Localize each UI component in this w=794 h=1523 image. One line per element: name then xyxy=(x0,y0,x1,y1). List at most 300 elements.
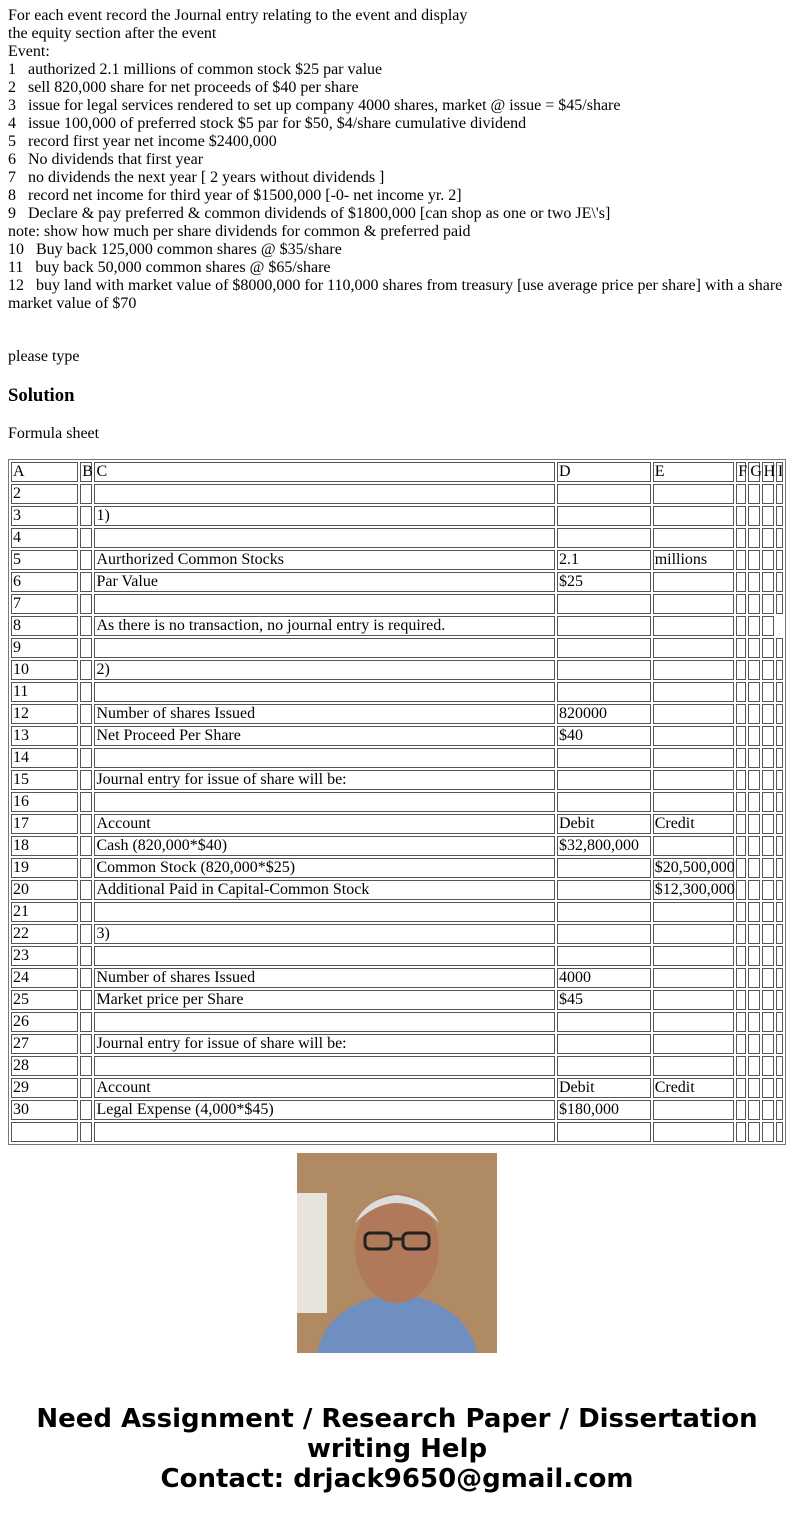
table-cell xyxy=(653,748,735,768)
table-cell xyxy=(762,814,774,834)
table-cell: $180,000 xyxy=(557,1100,651,1120)
table-cell: F xyxy=(738,463,748,480)
table-cell xyxy=(776,748,783,768)
table-row xyxy=(11,770,783,790)
table-cell xyxy=(776,946,783,966)
table-row xyxy=(11,1034,783,1054)
table-row xyxy=(11,1012,783,1032)
table-cell xyxy=(80,990,92,1010)
table-cell xyxy=(80,946,92,966)
table-row xyxy=(11,1078,783,1098)
footer-banner xyxy=(0,1404,794,1494)
table-cell xyxy=(557,902,651,922)
table-cell: Debit xyxy=(557,814,651,834)
table-cell xyxy=(653,1056,735,1076)
table-row xyxy=(11,462,783,482)
table-cell xyxy=(557,682,651,702)
table-cell xyxy=(748,550,759,570)
table-cell xyxy=(762,704,774,724)
table-cell xyxy=(736,1056,746,1076)
table-cell xyxy=(762,1034,774,1054)
table-cell: 23 xyxy=(11,946,78,966)
table-cell xyxy=(80,880,92,900)
table-cell xyxy=(736,506,746,526)
table-cell xyxy=(736,550,746,570)
table-row xyxy=(11,968,783,988)
table-cell xyxy=(80,484,92,504)
table-cell xyxy=(748,968,759,988)
table-cell xyxy=(736,902,746,922)
table-cell: 12 xyxy=(11,704,78,724)
spreadsheet-table xyxy=(8,459,786,1145)
table-cell: Aurthorized Common Stocks xyxy=(94,550,555,570)
table-cell xyxy=(653,528,735,548)
table-cell xyxy=(80,814,92,834)
table-cell xyxy=(776,990,783,1010)
table-cell xyxy=(80,1122,92,1142)
table-cell xyxy=(776,1012,783,1032)
table-cell xyxy=(80,528,92,548)
table-row xyxy=(11,990,783,1010)
table-cell: B xyxy=(82,463,93,480)
question-line: 5 record first year net income $2400,000 xyxy=(8,133,277,150)
question-line: 12 buy land with market value of $8000,000 for 110,000 shares from treasury [use average price per share] with a share market value of $70 xyxy=(8,277,787,312)
table-cell xyxy=(11,1122,78,1142)
table-row xyxy=(11,506,783,526)
table-cell xyxy=(736,660,746,680)
table-cell xyxy=(94,484,555,504)
table-cell: G xyxy=(750,463,762,480)
table-cell xyxy=(776,836,783,856)
question-line: 3 issue for legal services rendered to set up company 4000 shares, market @ issue = $45/share xyxy=(8,97,621,114)
table-row xyxy=(11,616,783,636)
table-cell xyxy=(762,880,774,900)
table-cell xyxy=(748,946,759,966)
table-cell xyxy=(762,1122,774,1142)
table-cell xyxy=(80,682,92,702)
table-cell xyxy=(748,792,759,812)
table-cell xyxy=(94,1056,555,1076)
table-cell: 17 xyxy=(11,814,78,834)
solution-heading: Solution xyxy=(8,385,75,406)
table-cell xyxy=(653,902,735,922)
table-cell xyxy=(776,660,783,680)
table-cell xyxy=(94,528,555,548)
table-row xyxy=(11,924,783,944)
table-cell xyxy=(557,594,651,614)
table-cell xyxy=(748,704,759,724)
table-cell xyxy=(748,858,759,878)
table-cell xyxy=(748,836,759,856)
table-cell xyxy=(653,924,735,944)
table-cell: A xyxy=(11,462,78,482)
table-cell: 21 xyxy=(11,902,78,922)
table-cell xyxy=(80,902,92,922)
table-cell xyxy=(736,682,746,702)
table-cell xyxy=(94,946,555,966)
table-cell: Debit xyxy=(557,1078,651,1098)
table-cell: 30 xyxy=(11,1100,78,1120)
table-cell: Additional Paid in Capital-Common Stock xyxy=(94,880,555,900)
table-row xyxy=(11,638,783,658)
table-cell xyxy=(762,792,774,812)
table-cell xyxy=(80,726,92,746)
table-cell xyxy=(80,1078,92,1098)
spreadsheet-table-container xyxy=(8,459,788,1122)
table-cell xyxy=(748,726,759,746)
table-cell xyxy=(776,594,783,614)
table-cell xyxy=(776,1122,783,1142)
table-cell: 25 xyxy=(11,990,78,1010)
table-cell xyxy=(80,704,92,724)
table-cell xyxy=(762,484,774,504)
table-cell xyxy=(94,1012,555,1032)
table-cell xyxy=(557,528,651,548)
table-cell xyxy=(776,638,783,658)
table-cell: Legal Expense (4,000*$45) xyxy=(94,1100,555,1120)
table-cell xyxy=(557,858,651,878)
table-cell xyxy=(776,880,783,900)
table-cell xyxy=(748,660,759,680)
table-cell xyxy=(736,880,746,900)
table-row xyxy=(11,660,783,680)
table-cell xyxy=(736,616,746,636)
table-cell: $25 xyxy=(557,572,651,592)
table-cell xyxy=(653,506,735,526)
table-cell xyxy=(776,528,783,548)
question-line: the equity section after the event xyxy=(8,25,217,42)
table-cell xyxy=(557,1122,651,1142)
table-cell xyxy=(736,704,746,724)
footer-line-2: writing Help xyxy=(306,1434,488,1464)
table-cell xyxy=(653,770,735,790)
question-line: Event: xyxy=(8,43,50,60)
table-cell xyxy=(94,748,555,768)
table-cell: Account xyxy=(94,814,555,834)
table-cell xyxy=(80,1012,92,1032)
table-row xyxy=(11,594,783,614)
table-cell xyxy=(653,704,735,724)
table-cell xyxy=(557,770,651,790)
table-cell xyxy=(736,484,746,504)
table-cell: 2) xyxy=(94,660,555,680)
table-cell: 4000 xyxy=(557,968,651,988)
table-cell: 18 xyxy=(11,836,78,856)
table-cell: $32,800,000 xyxy=(557,836,651,856)
author-photo xyxy=(297,1153,497,1353)
question-line: 6 No dividends that first year xyxy=(8,151,204,168)
table-cell: Net Proceed Per Share xyxy=(94,726,555,746)
table-cell xyxy=(557,1056,651,1076)
table-cell: Par Value xyxy=(94,572,555,592)
table-cell xyxy=(736,836,746,856)
table-cell xyxy=(776,704,783,724)
table-cell xyxy=(762,836,774,856)
table-cell xyxy=(736,1078,746,1098)
table-cell xyxy=(762,990,774,1010)
table-cell xyxy=(748,594,759,614)
table-cell xyxy=(748,1012,759,1032)
table-row xyxy=(11,682,783,702)
table-cell xyxy=(653,572,735,592)
question-line: 1 authorized 2.1 millions of common stock $25 par value xyxy=(8,61,383,78)
table-cell xyxy=(748,638,759,658)
table-row xyxy=(11,1100,783,1120)
formula-sheet-label: Formula sheet xyxy=(8,425,100,442)
table-cell xyxy=(748,770,759,790)
table-cell xyxy=(653,1012,735,1032)
table-cell xyxy=(653,1122,735,1142)
table-row xyxy=(11,704,783,724)
table-cell xyxy=(762,682,774,702)
table-cell: Market price per Share xyxy=(94,990,555,1010)
table-cell: $20,500,000 xyxy=(654,859,735,876)
table-cell xyxy=(748,880,759,900)
question-line: 9 Declare & pay preferred & common dividends of $1800,000 [can shop as one or two JE\'s] xyxy=(8,205,611,222)
question-line: 2 sell 820,000 share for net proceeds of $40 per share xyxy=(8,79,359,96)
table-cell xyxy=(653,484,735,504)
table-cell xyxy=(653,726,735,746)
table-cell: 20 xyxy=(11,880,78,900)
table-cell: 16 xyxy=(11,792,78,812)
table-row xyxy=(11,572,783,592)
table-cell xyxy=(557,1012,651,1032)
table-cell xyxy=(557,660,651,680)
table-cell xyxy=(762,946,774,966)
table-cell: 15 xyxy=(11,770,78,790)
table-cell: 8 xyxy=(11,616,78,636)
table-cell xyxy=(748,572,759,592)
table-cell: Number of shares Issued xyxy=(94,704,555,724)
table-cell xyxy=(748,902,759,922)
table-cell xyxy=(748,1034,759,1054)
table-cell xyxy=(736,858,746,878)
table-cell xyxy=(80,770,92,790)
table-cell xyxy=(736,1100,746,1120)
table-cell: 22 xyxy=(11,924,78,944)
table-cell xyxy=(80,836,92,856)
table-cell xyxy=(762,572,774,592)
table-cell: D xyxy=(557,462,651,482)
table-row xyxy=(11,1122,783,1142)
table-cell xyxy=(736,924,746,944)
table-cell xyxy=(736,990,746,1010)
table-cell: Account xyxy=(94,1078,555,1098)
empty-space xyxy=(776,616,783,636)
table-cell xyxy=(736,638,746,658)
table-cell xyxy=(653,616,735,636)
footer-contact: Contact: drjack9650@gmail.com xyxy=(160,1464,634,1494)
table-cell xyxy=(748,1122,759,1142)
table-cell xyxy=(762,1056,774,1076)
table-cell xyxy=(736,594,746,614)
table-row xyxy=(11,880,783,900)
table-cell: 3) xyxy=(94,924,555,944)
table-cell: Journal entry for issue of share will be: xyxy=(94,770,555,790)
table-cell xyxy=(557,616,651,636)
table-cell xyxy=(748,990,759,1010)
table-cell xyxy=(762,748,774,768)
table-cell xyxy=(776,924,783,944)
footer-line-1: Need Assignment / Research Paper / Dissertation xyxy=(36,1404,758,1434)
table-cell: Common Stock (820,000*$25) xyxy=(94,858,555,878)
table-cell xyxy=(736,946,746,966)
table-cell xyxy=(653,792,735,812)
table-cell xyxy=(776,792,783,812)
table-cell: 6 xyxy=(11,572,78,592)
table-cell xyxy=(776,1100,783,1120)
table-cell: H xyxy=(763,463,776,480)
table-cell xyxy=(736,1012,746,1032)
question-line: 4 issue 100,000 of preferred stock $5 par for $50, $4/share cumulative dividend xyxy=(8,115,527,132)
table-cell xyxy=(776,968,783,988)
table-cell xyxy=(94,682,555,702)
table-cell xyxy=(762,770,774,790)
table-row xyxy=(11,792,783,812)
table-cell xyxy=(748,924,759,944)
table-cell xyxy=(80,968,92,988)
table-cell: $45 xyxy=(557,990,651,1010)
table-cell xyxy=(762,1012,774,1032)
table-cell: 5 xyxy=(11,550,78,570)
table-cell xyxy=(557,484,651,504)
table-cell: 29 xyxy=(11,1078,78,1098)
table-cell: 27 xyxy=(11,1034,78,1054)
table-cell xyxy=(736,792,746,812)
table-cell: 24 xyxy=(11,968,78,988)
table-cell: I xyxy=(777,463,784,480)
question-line: 10 Buy back 125,000 common shares @ $35/share xyxy=(8,241,342,258)
table-row xyxy=(11,836,783,856)
table-cell xyxy=(748,814,759,834)
table-cell xyxy=(762,902,774,922)
table-cell: 11 xyxy=(11,682,78,702)
table-row xyxy=(11,902,783,922)
table-cell: 2.1 xyxy=(557,550,651,570)
table-cell: Journal entry for issue of share will be: xyxy=(94,1034,555,1054)
table-cell xyxy=(653,836,735,856)
table-cell xyxy=(776,1034,783,1054)
table-cell xyxy=(762,1100,774,1120)
table-row xyxy=(11,484,783,504)
table-cell: $40 xyxy=(557,726,651,746)
table-cell xyxy=(776,550,783,570)
table-cell xyxy=(94,792,555,812)
table-row xyxy=(11,814,783,834)
table-cell: Number of shares Issued xyxy=(94,968,555,988)
table-cell: 2 xyxy=(11,484,78,504)
table-cell xyxy=(762,506,774,526)
table-cell: 7 xyxy=(11,594,78,614)
question-line: note: show how much per share dividends for common & preferred paid xyxy=(8,223,471,240)
table-cell xyxy=(762,616,774,636)
table-cell: millions xyxy=(653,550,735,570)
table-cell: 19 xyxy=(11,858,78,878)
table-cell xyxy=(653,1100,735,1120)
table-cell xyxy=(748,1100,759,1120)
table-cell xyxy=(748,528,759,548)
table-cell xyxy=(94,594,555,614)
table-cell xyxy=(776,484,783,504)
table-cell xyxy=(653,968,735,988)
table-cell: 9 xyxy=(11,638,78,658)
table-cell: 4 xyxy=(11,528,78,548)
table-row xyxy=(11,1056,783,1076)
table-row xyxy=(11,748,783,768)
table-cell xyxy=(736,748,746,768)
table-cell xyxy=(748,682,759,702)
table-cell xyxy=(762,638,774,658)
table-cell xyxy=(557,748,651,768)
table-cell xyxy=(748,1078,759,1098)
table-cell xyxy=(762,726,774,746)
question-line: 8 record net income for third year of $1500,000 [-0- net income yr. 2] xyxy=(8,187,462,204)
table-cell: 14 xyxy=(11,748,78,768)
table-cell xyxy=(80,792,92,812)
table-cell xyxy=(80,550,92,570)
table-cell: 13 xyxy=(11,726,78,746)
table-cell xyxy=(557,880,651,900)
table-cell: Credit xyxy=(653,814,735,834)
table-cell xyxy=(762,528,774,548)
table-cell xyxy=(736,572,746,592)
table-cell xyxy=(776,682,783,702)
table-cell xyxy=(776,572,783,592)
table-cell xyxy=(80,748,92,768)
table-cell: C xyxy=(94,462,555,482)
table-cell xyxy=(776,506,783,526)
table-cell: $12,300,000 xyxy=(654,881,735,898)
table-cell: 10 xyxy=(11,660,78,680)
table-cell xyxy=(80,572,92,592)
table-cell xyxy=(653,682,735,702)
table-cell: Cash (820,000*$40) xyxy=(94,836,555,856)
table-cell xyxy=(557,946,651,966)
table-cell xyxy=(762,660,774,680)
table-cell xyxy=(80,638,92,658)
table-cell xyxy=(557,1034,651,1054)
table-cell xyxy=(736,968,746,988)
table-cell xyxy=(653,638,735,658)
table-cell xyxy=(748,484,759,504)
table-row xyxy=(11,726,783,746)
table-cell xyxy=(748,506,759,526)
table-cell xyxy=(80,616,92,636)
please-type-note: please type xyxy=(8,348,80,365)
table-cell xyxy=(94,638,555,658)
table-cell xyxy=(748,748,759,768)
table-cell xyxy=(776,858,783,878)
question-text xyxy=(8,7,788,313)
table-cell xyxy=(94,1122,555,1142)
table-cell: 820000 xyxy=(557,704,651,724)
table-row xyxy=(11,528,783,548)
table-row xyxy=(11,858,783,878)
table-cell xyxy=(736,528,746,548)
table-cell xyxy=(776,814,783,834)
table-cell xyxy=(762,550,774,570)
table-cell xyxy=(94,902,555,922)
table-cell xyxy=(776,902,783,922)
table-cell xyxy=(736,726,746,746)
table-cell: 3 xyxy=(11,506,78,526)
table-cell xyxy=(762,924,774,944)
table-cell xyxy=(776,770,783,790)
table-cell xyxy=(557,638,651,658)
table-cell xyxy=(762,858,774,878)
table-cell: 26 xyxy=(11,1012,78,1032)
table-cell xyxy=(762,594,774,614)
